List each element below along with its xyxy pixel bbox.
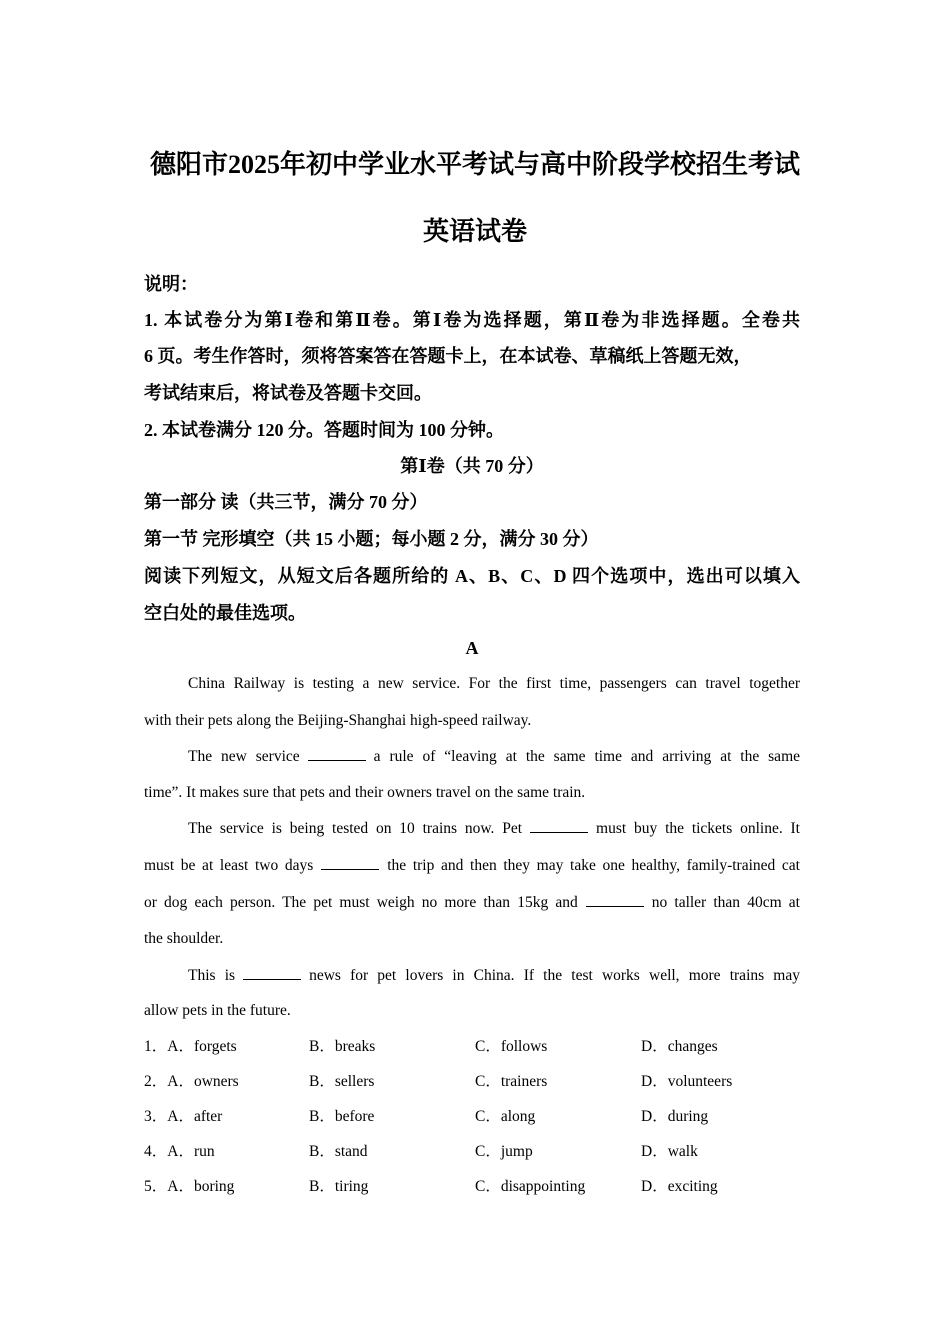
- option-d: D．exciting: [641, 1178, 718, 1195]
- option-a: 1．A．forgets: [144, 1038, 237, 1055]
- instruction-line: 第Ⅰ卷（共 70 分）: [400, 456, 544, 476]
- answer-blank: [321, 855, 379, 870]
- option-d: D．volunteers: [641, 1073, 733, 1090]
- option-c: C．follows: [475, 1038, 548, 1055]
- passage-text: must be at least two days: [144, 857, 314, 874]
- option-a: 2．A．owners: [144, 1073, 239, 1090]
- instruction-line: 第一部分 读（共三节，满分 70 分）: [144, 492, 428, 512]
- option-b: B．before: [309, 1108, 375, 1125]
- instruction-line: 6 页。考生作答时，须将答案答在答题卡上，在本试卷、草稿纸上答题无效，: [144, 346, 752, 366]
- exam-title: 德阳市2025年初中学业水平考试与高中阶段学校招生考试: [149, 150, 800, 179]
- passage-text: the shoulder.: [144, 930, 224, 947]
- passage-text: The new service: [188, 748, 300, 765]
- instruction-line: 空白处的最佳选项。: [144, 603, 306, 623]
- answer-blank: [530, 818, 588, 833]
- passage-line: [144, 929, 800, 949]
- passage-text: a rule of “leaving at the same time and arriving at the same: [373, 748, 801, 765]
- passage-line: [144, 783, 800, 803]
- instruction-line: 第一节 完形填空（共 15 小题；每小题 2 分，满分 30 分）: [144, 529, 599, 549]
- passage-line: [144, 965, 800, 986]
- passage-line: [144, 1001, 800, 1021]
- answer-blank: [586, 892, 644, 907]
- passage-text: time”. It makes sure that pets and their owners travel on the same train.: [144, 784, 586, 801]
- option-c: C．jump: [475, 1143, 533, 1160]
- option-c: C．along: [475, 1108, 536, 1125]
- option-c: C．trainers: [475, 1073, 548, 1090]
- instruction-line: 考试结束后，将试卷及答题卡交回。: [144, 383, 432, 403]
- passage-line: [144, 855, 800, 876]
- instruction-line: 1. 本试卷分为第Ⅰ卷和第Ⅱ卷。第Ⅰ卷为选择题，第Ⅱ卷为非选择题。全卷共: [144, 310, 800, 330]
- option-b: B．tiring: [309, 1178, 369, 1195]
- instruction-line: 说明：: [144, 274, 198, 294]
- passage-text: must buy the tickets online. It: [596, 820, 800, 837]
- passage-text: This is: [188, 967, 236, 984]
- passage-line: [144, 746, 800, 767]
- option-b: B．sellers: [309, 1073, 375, 1090]
- passage-line: [144, 711, 800, 731]
- option-b: B．breaks: [309, 1038, 376, 1055]
- option-b: B．stand: [309, 1143, 368, 1160]
- option-d: D．during: [641, 1108, 709, 1125]
- option-d: D．changes: [641, 1038, 718, 1055]
- option-a: 3．A．after: [144, 1108, 223, 1125]
- option-a: 4．A．run: [144, 1143, 215, 1160]
- passage-text: China Railway is testing a new service. For the first time, passengers can travel together: [188, 675, 800, 692]
- passage-text: The service is being tested on 10 trains now. Pet: [188, 820, 523, 837]
- passage-line: [144, 818, 800, 839]
- option-d: D．walk: [641, 1143, 698, 1160]
- answer-blank: [243, 965, 301, 980]
- passage-text: or dog each person. The pet must weigh no more than 15kg and: [144, 894, 578, 911]
- passage-text: allow pets in the future.: [144, 1002, 291, 1019]
- option-a: 5．A．boring: [144, 1178, 235, 1195]
- option-c: C．disappointing: [475, 1178, 586, 1195]
- passage-text: the trip and then they may take one healthy, family-trained cat: [387, 857, 800, 874]
- instruction-line: A: [465, 638, 479, 658]
- passage-text: no taller than 40cm at: [651, 894, 800, 911]
- answer-blank: [308, 746, 366, 761]
- instruction-line: 阅读下列短文，从短文后各题所给的 A、B、C、D 四个选项中，选出可以填入: [144, 566, 800, 586]
- instruction-line: 2. 本试卷满分 120 分。答题时间为 100 分钟。: [144, 420, 504, 440]
- passage-line: [144, 674, 800, 694]
- passage-text: with their pets along the Beijing-Shanghai high-speed railway.: [144, 712, 532, 729]
- passage-line: [144, 892, 800, 913]
- exam-subtitle: 英语试卷: [422, 217, 527, 246]
- passage-text: news for pet lovers in China. If the test works well, more trains may: [309, 967, 800, 984]
